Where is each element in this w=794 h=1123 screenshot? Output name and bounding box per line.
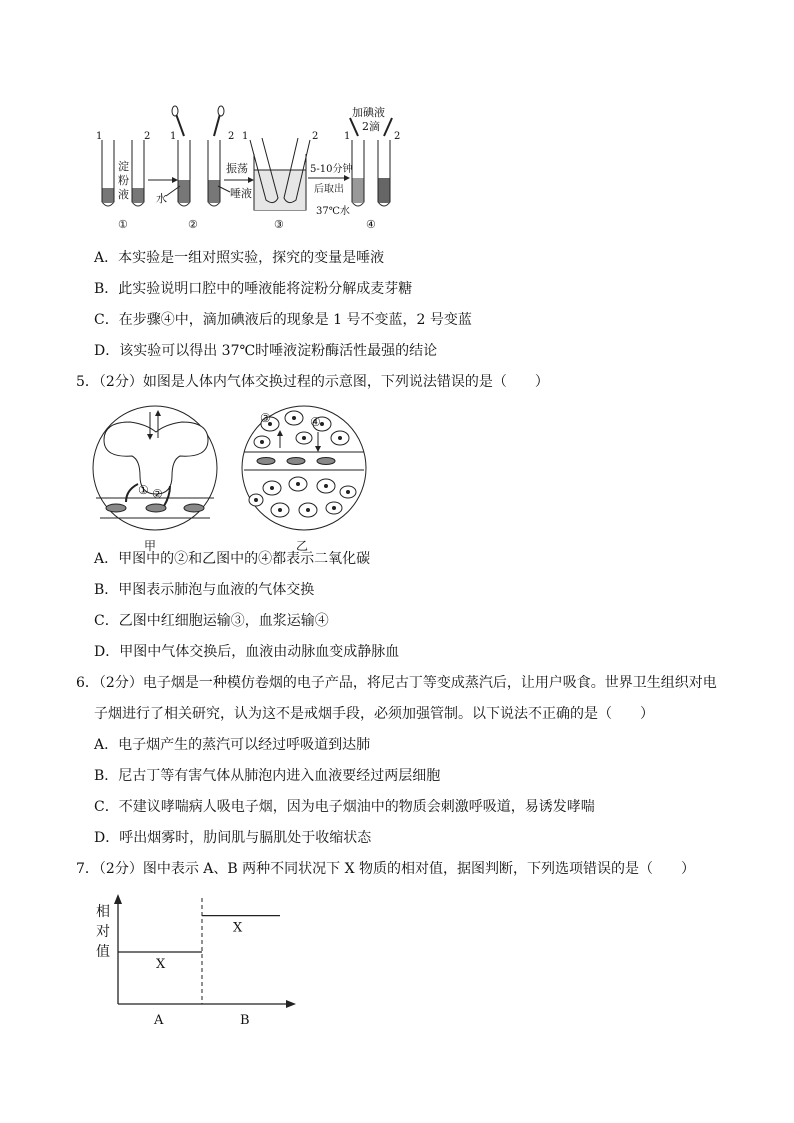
y-axis-label-char: 相 — [96, 904, 110, 920]
time-label-2: 后取出 — [314, 184, 344, 195]
arrow-head — [248, 177, 254, 183]
dropper-bulb — [172, 106, 178, 116]
time-label: 5-10分钟 — [310, 164, 353, 175]
y-axis-label-char: 值 — [96, 944, 110, 960]
shake-label: 振荡 — [226, 162, 248, 175]
bath-label: 37℃水 — [316, 206, 350, 217]
marker-4: ④ — [310, 415, 321, 429]
iodine-amount: 2滴 — [362, 120, 380, 133]
tube-number-1: 1 — [344, 131, 351, 142]
step-label-3: ③ — [274, 218, 284, 231]
diagram-label-yi: 乙 — [296, 539, 309, 552]
tube-number-2: 2 — [312, 131, 319, 142]
step-label-1: ① — [118, 218, 128, 231]
tube-liquid — [379, 178, 390, 203]
starch-label: 淀 — [118, 160, 129, 173]
marker-3: ③ — [260, 411, 271, 425]
tube-liquid — [353, 178, 364, 203]
tube-number-2: 2 — [228, 131, 235, 142]
dropper — [384, 118, 392, 136]
starch-label: 液 — [118, 188, 129, 201]
arrow-head — [172, 177, 178, 183]
q4-option-d: D．该实验可以得出 37℃时唾液淀粉酶活性最强的结论 — [94, 343, 438, 359]
gas-exchange-figure — [90, 402, 390, 552]
diagram-label-jia: 甲 — [144, 539, 157, 552]
y-axis-arrowhead — [114, 894, 122, 904]
category-a-label: A — [154, 1013, 164, 1028]
bar-b-label: X — [233, 920, 243, 936]
saliva-label: 唾液 — [230, 187, 252, 200]
red-blood-cell — [146, 504, 166, 512]
starch-saliva-experiment-figure — [90, 100, 420, 235]
red-blood-cell — [184, 504, 204, 512]
tube-number-2: 2 — [394, 131, 401, 142]
q5-option-c: C．乙图中红细胞运输③，血浆运输④ — [94, 613, 329, 629]
marker-2: ② — [152, 487, 163, 501]
q6-stem-line2: 子烟进行了相关研究，认为这不是戒烟手段，必须加强管制。以下说法不正确的是（ ） — [94, 706, 654, 722]
x-axis-arrowhead — [286, 1000, 296, 1008]
red-blood-cell — [317, 458, 335, 465]
q6-option-c: C．不建议哮喘病人吸电子烟，因为电子烟油中的物质会刺激呼吸道，易诱发哮喘 — [94, 799, 595, 815]
red-blood-cell — [287, 458, 305, 465]
y-axis-label-char: 对 — [96, 924, 110, 940]
category-b-label: B — [240, 1013, 250, 1028]
q4-option-c: C．在步骤④中，滴加碘液后的现象是 1 号不变蓝，2 号变蓝 — [94, 312, 472, 328]
dropper — [214, 114, 220, 136]
dropper-bulb — [218, 106, 224, 116]
step-label-2: ② — [188, 218, 198, 231]
q6-option-d: D．呼出烟雾时，肋间肌与膈肌处于收缩状态 — [94, 830, 372, 846]
tube-number-2: 2 — [144, 131, 151, 142]
q7-stem: 7．（2分）图中表示 A、B 两种不同状况下 X 物质的相对值，据图判断，下列选项错误的是（ ） — [76, 861, 695, 877]
tube-liquid — [209, 180, 220, 203]
red-blood-cell — [257, 458, 275, 465]
q4-option-a: A．本实验是一组对照实验，探究的变量是唾液 — [94, 250, 385, 266]
q5-option-d: D．甲图中气体交换后，血液由动脉血变成静脉血 — [94, 644, 400, 660]
tube-liquid — [103, 188, 114, 203]
iodine-label: 加碘液 — [352, 106, 385, 119]
marker-1: ① — [138, 483, 149, 497]
q5-option-a: A．甲图中的②和乙图中的④都表示二氧化碳 — [94, 551, 371, 567]
dropper — [350, 118, 358, 136]
q6-option-b: B．尼古丁等有害气体从肺泡内进入血液要经过两层细胞 — [94, 768, 441, 784]
q6-stem-line1: 6．（2分）电子烟是一种模仿卷烟的电子产品，将尼古丁等变成蒸汽后，让用户吸食。世界卫生组织对电 — [76, 675, 717, 691]
relative-value-chart — [90, 890, 310, 1030]
q5-stem: 5．（2分）如图是人体内气体交换过程的示意图，下列说法错误的是（ ） — [76, 374, 549, 390]
red-blood-cell — [106, 504, 126, 512]
tube-number-1: 1 — [170, 131, 177, 142]
starch-label: 粉 — [118, 174, 129, 187]
arrow-head — [344, 175, 350, 181]
tube-number-1: 1 — [242, 131, 249, 142]
dropper — [176, 114, 184, 136]
tube-number-1: 1 — [96, 131, 103, 142]
water-label: 水 — [156, 192, 167, 205]
q5-option-b: B．甲图表示肺泡与血液的气体交换 — [94, 582, 315, 598]
tube-liquid — [133, 188, 144, 203]
step-label-4: ④ — [366, 218, 376, 231]
q6-option-a: A．电子烟产生的蒸汽可以经过呼吸道到达肺 — [94, 737, 371, 753]
bar-a-label: X — [156, 957, 166, 972]
tube-liquid — [179, 180, 190, 203]
q4-option-b: B．此实验说明口腔中的唾液能将淀粉分解成麦芽糖 — [94, 281, 413, 297]
